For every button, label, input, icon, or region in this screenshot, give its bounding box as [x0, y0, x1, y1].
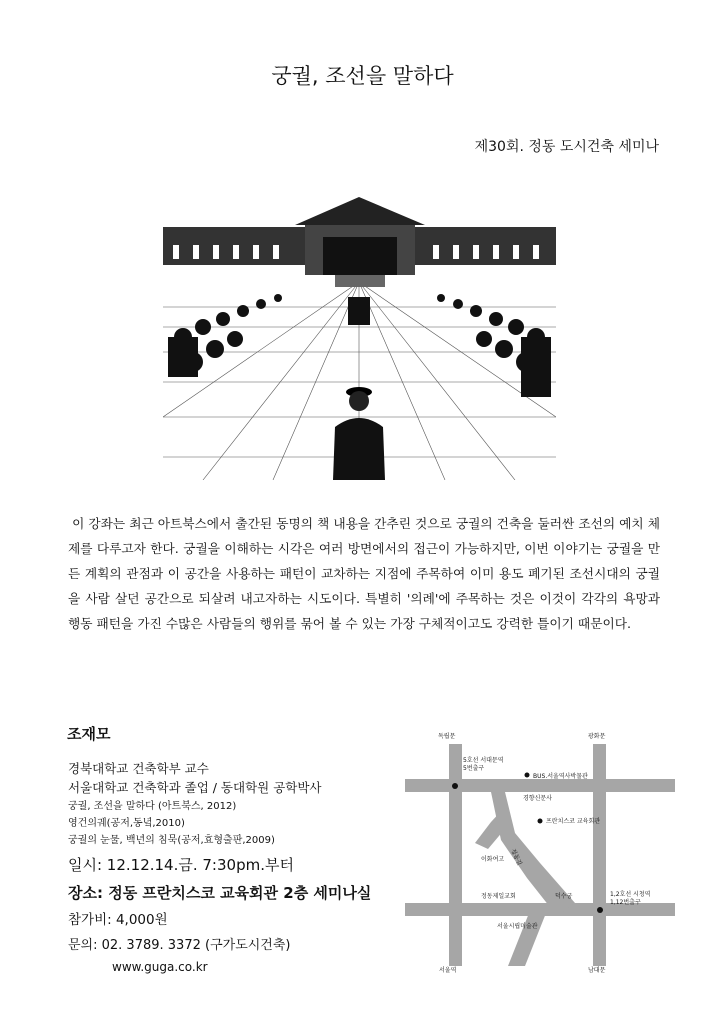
location-map [405, 728, 675, 973]
map-marker-venue [538, 819, 543, 824]
map-label: 서울시립미술관 [497, 923, 538, 930]
map-road [449, 744, 462, 966]
event-contact: 문의: 02. 3789. 3372 (구가도시건축) [68, 938, 291, 953]
map-label: 정동제일교회 [481, 893, 516, 900]
map-marker-station5 [452, 783, 458, 789]
map-label: 1,2호선 시청역 [610, 891, 651, 898]
map-label: 정동길 [509, 847, 523, 867]
map-label: 덕수궁 [555, 893, 573, 900]
map-label: 프란치스코 교육회관 [546, 818, 601, 825]
palace-ceremony-illustration [163, 187, 556, 480]
speaker-work: 영건의궤(공저,동녘,2010) [68, 818, 185, 829]
map-marker-bus [525, 773, 530, 778]
map-label: 경향신문사 [523, 795, 552, 802]
map-label: 1,12번출구 [610, 899, 641, 906]
map-label: 서울역 [439, 967, 457, 973]
map-label: 이화여고 [481, 856, 505, 863]
map-label: 5번출구 [463, 765, 485, 772]
map-label: 남대문 [588, 967, 606, 973]
map-road [593, 744, 606, 966]
speaker-education: 서울대학교 건축학과 졸업 / 동대학원 공학박사 [68, 780, 322, 795]
map-road [475, 808, 504, 849]
speaker-name: 조재모 [67, 725, 111, 743]
speaker-work: 궁궐의 눈물, 백년의 침묵(공저,효형출판,2009) [68, 835, 275, 846]
map-label: BUS.서울역사박물관 [533, 773, 588, 780]
map-label: 독립문 [438, 733, 456, 740]
seminar-subtitle: 제30회. 정동 도시건축 세미나 [474, 139, 659, 155]
event-place: 장소: 정동 프란치스코 교육회관 2층 세미나실 [68, 884, 372, 902]
seminar-description: 이 강좌는 최근 아트북스에서 출간된 동명의 책 내용을 간추린 것으로 궁궐의 건축을 둘러싼 조선의 예치 체제를 다루고자 한다. 궁궐을 이해하는 시각은 여러 방면에서의 접근이 가능하지만, 이번 이야기는 궁궐을 만든 계획의 관점과 이 공간을 사용하는 패턴이 교차하는 지점에 주목하여 이미 용도 폐기된 조선시대의 궁궐을 사람 살던 공간으로 되살려 내고자하는 시도이다. 특별히 '의례'에 주목하는 것은 이것이 각각의 욕망과 행동 패턴을 가진 수많은 사람들의 행위를 묶어 볼 수 있는 가장 구체적이고도 강력한 틀이기 때문이다. [68, 516, 660, 631]
page-title: 궁궐, 조선을 말하다 [271, 64, 454, 88]
map-road [405, 779, 675, 792]
website-link[interactable]: www.guga.co.kr [112, 960, 208, 974]
event-date: 일시: 12.12.14.금. 7:30pm.부터 [68, 856, 294, 874]
map-label: 5호선 서대문역 [463, 757, 504, 764]
event-fee: 참가비: 4,000원 [68, 912, 168, 928]
speaker-work: 궁궐, 조선을 말하다 (아트북스, 2012) [68, 801, 237, 812]
map-label: 광화문 [588, 733, 606, 740]
map-marker-cityhall [597, 907, 603, 913]
speaker-affiliation: 경북대학교 건축학부 교수 [68, 761, 209, 776]
